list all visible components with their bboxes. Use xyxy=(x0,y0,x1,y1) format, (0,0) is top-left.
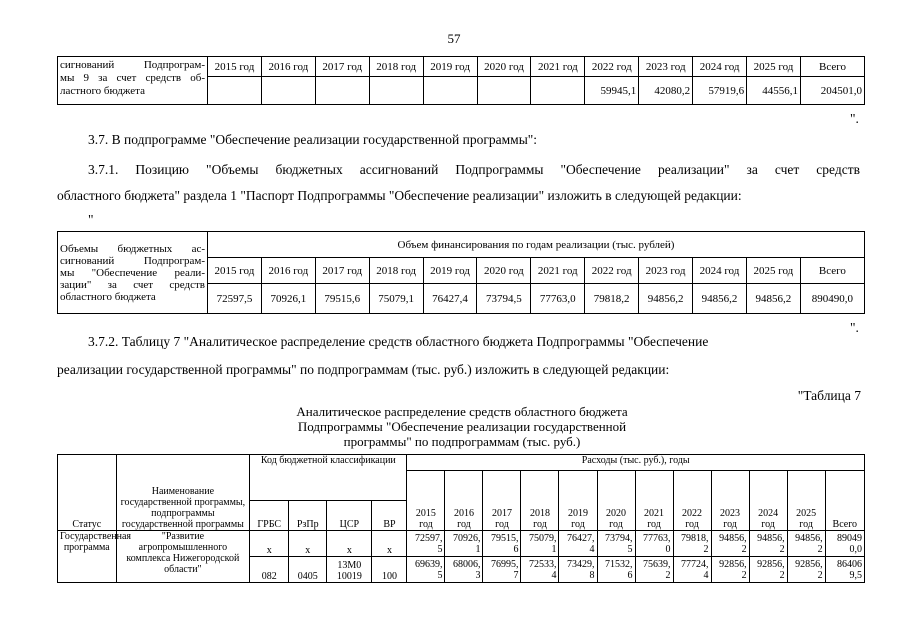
table1-year-header: 2021 год xyxy=(531,57,585,77)
table3-year-header: 2018 год xyxy=(521,471,559,531)
table2-value: 94856,2 xyxy=(746,284,800,314)
table1-year-header: 2022 год xyxy=(585,57,639,77)
table-subprogram-9 xyxy=(57,56,865,105)
table3-total: 86406 9,5 xyxy=(825,557,864,583)
table1-year-header: 2025 год xyxy=(747,57,801,77)
table3-value: 77724, 4 xyxy=(673,557,711,583)
table-financing xyxy=(57,231,865,314)
table2-year-header: 2016 год xyxy=(261,258,315,284)
open-quote: " xyxy=(88,212,94,227)
table3-expenses-header: Расходы (тыс. руб.), годы xyxy=(407,455,865,471)
table1-value: 57919,6 xyxy=(693,77,747,105)
table3-value: 71532, 6 xyxy=(597,557,635,583)
table1-year-header: 2018 год xyxy=(369,57,423,77)
table1-label: сигнований Подпрограм- мы 9 за счет средств об- ластного бюджета xyxy=(58,57,208,105)
table3-value: 73429, 8 xyxy=(559,557,597,583)
table1-value xyxy=(477,77,531,105)
table1-value xyxy=(423,77,477,105)
table3-code: х xyxy=(250,531,289,557)
table3-value: 68006, 3 xyxy=(445,557,483,583)
table3-year-header: 2019 год xyxy=(559,471,597,531)
table3-code-csr: ЦСР xyxy=(327,501,372,531)
table3-code: х xyxy=(327,531,372,557)
table3-program-name: "Развитие агропромышленного комплекса Нижегородской области" xyxy=(116,531,250,583)
table1-value xyxy=(208,77,262,105)
table3-code: 100 xyxy=(372,557,407,583)
table2-year-header: 2018 год xyxy=(369,258,423,284)
table3-value: 94856, 2 xyxy=(749,531,787,557)
table2-year-header: 2022 год xyxy=(585,258,639,284)
table3-year-header: 2016 год xyxy=(445,471,483,531)
table3-value: 75079, 1 xyxy=(521,531,559,557)
table2-value: 76427,4 xyxy=(423,284,477,314)
table2-value: 79515,6 xyxy=(315,284,369,314)
table2-year-header: 2024 год xyxy=(693,258,747,284)
table1-value: 59945,1 xyxy=(585,77,639,105)
table1-value xyxy=(261,77,315,105)
table2-label: Объемы бюджетных ас- сигнований Подпрограм- мы "Обеспечение реали- зации" за счет средств областного бюджета xyxy=(58,232,208,314)
table3-value: 94856, 2 xyxy=(787,531,825,557)
table2-value: 75079,1 xyxy=(369,284,423,314)
table1-value xyxy=(531,77,585,105)
table3-value: 75639, 2 xyxy=(635,557,673,583)
table3-year-header: 2020 год xyxy=(597,471,635,531)
table1-value: 44556,1 xyxy=(747,77,801,105)
table3-year-header: 2017 год xyxy=(483,471,521,531)
table2-value: 70926,1 xyxy=(261,284,315,314)
table2-year-header: 2017 год xyxy=(315,258,369,284)
table2-year-header: 2015 год xyxy=(208,258,262,284)
table1-year-header: 2017 год xyxy=(315,57,369,77)
table3-code: 0405 xyxy=(289,557,327,583)
table3-value: 92856, 2 xyxy=(787,557,825,583)
table3-total: 89049 0,0 xyxy=(825,531,864,557)
table3-year-header: 2025 год xyxy=(787,471,825,531)
table2-total-header: Всего xyxy=(800,258,864,284)
table3-status: Государственная программа xyxy=(58,531,117,583)
table3-title: Аналитическое распределение средств областного бюджета Подпрограммы "Обеспечение реализации государственной программы" по подпрограммам (тыс. руб.) xyxy=(296,404,628,449)
table1-value xyxy=(369,77,423,105)
close-quote: ". xyxy=(850,320,859,335)
close-quote: ". xyxy=(850,111,859,126)
table3-value: 79515, 6 xyxy=(483,531,521,557)
table3-code-grbs: ГРБС xyxy=(250,501,289,531)
table3-code: х xyxy=(289,531,327,557)
table3-year-header: 2015 год xyxy=(407,471,445,531)
table1-year-header: 2020 год xyxy=(477,57,531,77)
table3-value: 72533, 4 xyxy=(521,557,559,583)
table2-value: 94856,2 xyxy=(693,284,747,314)
table3-value: 92856, 2 xyxy=(749,557,787,583)
paragraph-3-7-1-cont: областного бюджета" раздела 1 "Паспорт Подпрограммы "Обеспечение реализации" изложить в следующей редакции: xyxy=(57,188,742,203)
table2-year-header: 2023 год xyxy=(639,258,693,284)
table3-value: 76427, 4 xyxy=(559,531,597,557)
table1-total-header: Всего xyxy=(801,57,865,77)
paragraph-3-7-2-cont: реализации государственной программы" по подпрограммам (тыс. руб.) изложить в следующей редакции: xyxy=(57,362,670,377)
table3-value: 76995, 7 xyxy=(483,557,521,583)
table3-value: 92856, 2 xyxy=(711,557,749,583)
table2-total: 890490,0 xyxy=(800,284,864,314)
table1-value: 42080,2 xyxy=(639,77,693,105)
table1-total: 204501,0 xyxy=(801,77,865,105)
table2-value: 77763,0 xyxy=(531,284,585,314)
table2-year-header: 2025 год xyxy=(746,258,800,284)
table2-value: 72597,5 xyxy=(208,284,262,314)
table3-value: 72597, 5 xyxy=(407,531,445,557)
table3-code: х xyxy=(372,531,407,557)
table3-code-vr: ВР xyxy=(372,501,407,531)
table3-total-header: Всего xyxy=(825,471,864,531)
table3-code-rzpr: РзПр xyxy=(289,501,327,531)
table3-value: 77763, 0 xyxy=(635,531,673,557)
table2-year-header: 2020 год xyxy=(477,258,531,284)
table3-value: 79818, 2 xyxy=(673,531,711,557)
table3-code-header: Код бюджетной классификации xyxy=(250,455,407,501)
table3-value: 73794, 5 xyxy=(597,531,635,557)
table2-header: Объем финансирования по годам реализации (тыс. рублей) xyxy=(208,232,865,258)
table1-year-header: 2016 год xyxy=(261,57,315,77)
table2-value: 73794,5 xyxy=(477,284,531,314)
table2-value: 79818,2 xyxy=(585,284,639,314)
table1-year-header: 2015 год xyxy=(208,57,262,77)
table3-name-header: Наименование государственной программы, подпрограммы государственной программы xyxy=(116,455,250,531)
table3-value: 94856, 2 xyxy=(711,531,749,557)
page-number: 57 xyxy=(447,31,461,46)
paragraph-3-7-1: 3.7.1. Позицию "Объемы бюджетных ассигнований Подпрограммы "Обеспечение реализации" за счет средств xyxy=(88,162,860,177)
table1-year-header: 2023 год xyxy=(639,57,693,77)
section-3-7: 3.7. В подпрограмме "Обеспечение реализации государственной программы": xyxy=(88,132,538,147)
table3-code: 082 xyxy=(250,557,289,583)
table2-year-header: 2019 год xyxy=(423,258,477,284)
table3-code: 13М0 10019 xyxy=(327,557,372,583)
table1-value xyxy=(315,77,369,105)
paragraph-3-7-2: 3.7.2. Таблицу 7 "Аналитическое распределение средств областного бюджета Подпрограммы "Обеспечение xyxy=(88,334,709,349)
table3-year-header: 2023 год xyxy=(711,471,749,531)
table-analytic-distribution xyxy=(57,454,865,583)
table3-year-header: 2021 год xyxy=(635,471,673,531)
table3-value: 69639, 5 xyxy=(407,557,445,583)
table-label: "Таблица 7 xyxy=(797,388,861,403)
table3-status-header: Статус xyxy=(58,455,117,531)
table2-year-header: 2021 год xyxy=(531,258,585,284)
table3-year-header: 2024 год xyxy=(749,471,787,531)
table3-year-header: 2022 год xyxy=(673,471,711,531)
table2-value: 94856,2 xyxy=(639,284,693,314)
table1-year-header: 2019 год xyxy=(423,57,477,77)
table1-year-header: 2024 год xyxy=(693,57,747,77)
table3-value: 70926, 1 xyxy=(445,531,483,557)
